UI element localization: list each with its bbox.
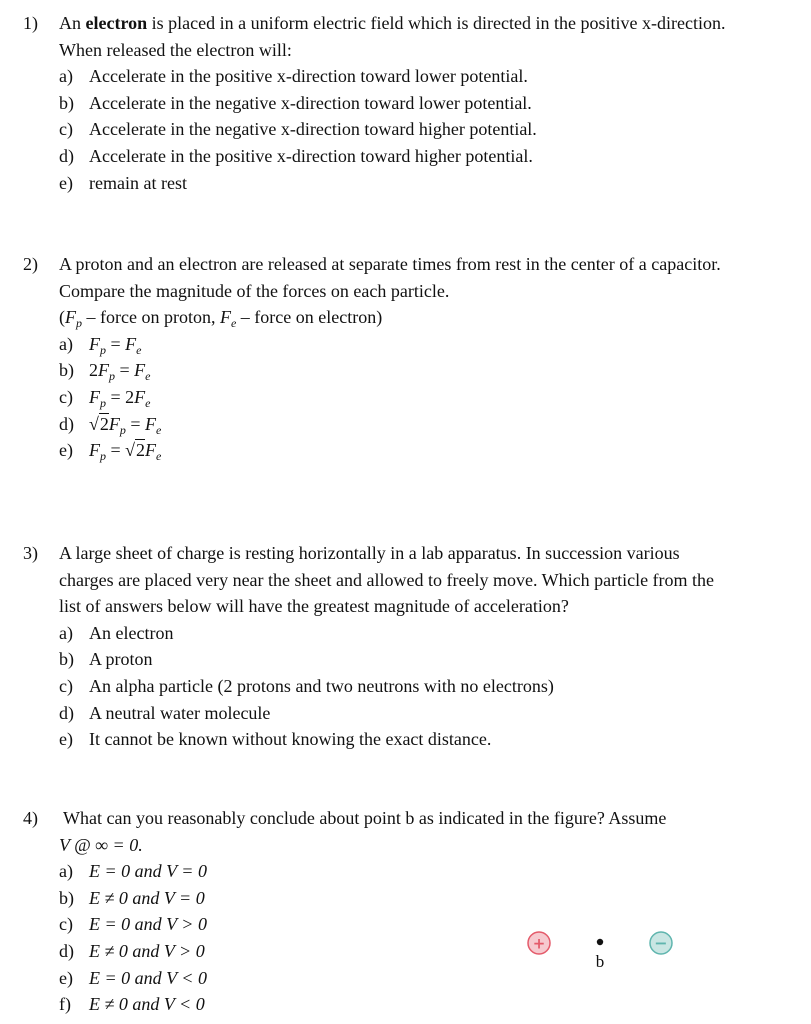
question-2-option-b[interactable]: b) $2F_p = F_e$ [59,360,151,384]
question-2-stem-line-2: Compare the magnitude of the forces on each particle. [59,280,450,301]
question-4-option-f[interactable]: f) E ≠ 0 and V < 0 [59,994,205,1015]
question-3-option-b[interactable]: b) A proton [59,649,153,670]
question-2 [0,251,811,464]
question-2-option-a[interactable]: a) $F_p = F_e$ [59,333,142,357]
question-4-option-c[interactable]: c) E = 0 and V > 0 [59,914,207,935]
question-3 [0,540,811,753]
question-3-option-e[interactable]: e) It cannot be known without knowing the exact distance. [59,729,492,750]
question-1-option-b[interactable]: b) Accelerate in the negative x-direction toward lower potential. [59,92,532,113]
question-1-stem-line-2: When released the electron will: [59,39,292,60]
question-1-stem-line-1 [0,10,811,37]
question-2-stem-line-3: ($F_p$ – force on proton, $F_e$ – force on electron) [59,307,383,331]
question-1-option-d[interactable]: d) Accelerate in the positive x-direction toward higher potential. [59,145,533,166]
question-2-option-d[interactable]: d) $√2F_p = F_e$ [59,413,162,437]
question-4 [0,805,811,1018]
question-3-option-d[interactable]: d) A neutral water molecule [59,702,271,723]
point-b-dot [597,939,603,945]
negative-charge-symbol: − [654,933,668,953]
question-4-option-a[interactable]: a) E = 0 and V = 0 [59,861,207,882]
question-4-stem-line-2: V @ ∞ = 0. [59,834,143,855]
question-3-option-a[interactable]: a) An electron [59,622,174,643]
question-2-stem-line-1: 2) A proton and an electron are released at separate times from rest in the center of a capacitor. [0,251,811,278]
question-3-stem-line-2: charges are placed very near the sheet and allowed to freely move. Which particle from the [59,569,715,590]
question-1-option-e[interactable]: e) remain at rest [59,172,187,193]
positive-charge-icon [528,932,550,954]
question-4-option-d[interactable]: d) E ≠ 0 and V > 0 [59,940,205,961]
positive-charge-symbol: + [532,934,546,953]
question-1-number: 1) [23,13,38,33]
question-1-text-bold: electron [85,13,148,33]
point-b-label: b [595,952,605,971]
question-2-option-c[interactable]: c) $F_p = 2F_e$ [59,386,151,410]
question-2-number: 2) [23,254,38,274]
negative-charge-icon [650,932,672,954]
question-4-option-b[interactable]: b) E ≠ 0 and V = 0 [59,887,205,908]
question-1-text-suffix: is placed in a uniform electric field which is directed in the positive x-direction. [147,13,726,33]
question-3-option-c[interactable]: c) An alpha particle (2 protons and two neutrons with no electrons) [59,675,554,696]
charges-figure [520,925,690,975]
question-3-stem-line-1: 3) A large sheet of charge is resting horizontally in a lab apparatus. In succession various [0,540,811,567]
question-1 [0,10,811,196]
question-4-stem-line-1: 4) What can you reasonably conclude about point b as indicated in the figure? Assume [0,805,811,832]
question-1-option-a[interactable]: a) Accelerate in the positive x-direction toward lower potential. [59,66,528,87]
question-1-text-prefix: An [59,13,86,33]
question-3-number: 3) [23,543,38,563]
question-3-stem-line-3: list of answers below will have the greatest magnitude of acceleration? [59,596,569,617]
question-4-number: 4) [23,808,38,828]
question-4-option-e[interactable]: e) E = 0 and V < 0 [59,967,207,988]
question-1-option-c[interactable]: c) Accelerate in the negative x-direction toward higher potential. [59,119,537,140]
question-2-option-e[interactable]: e) $F_p = √2F_e$ [59,440,162,464]
